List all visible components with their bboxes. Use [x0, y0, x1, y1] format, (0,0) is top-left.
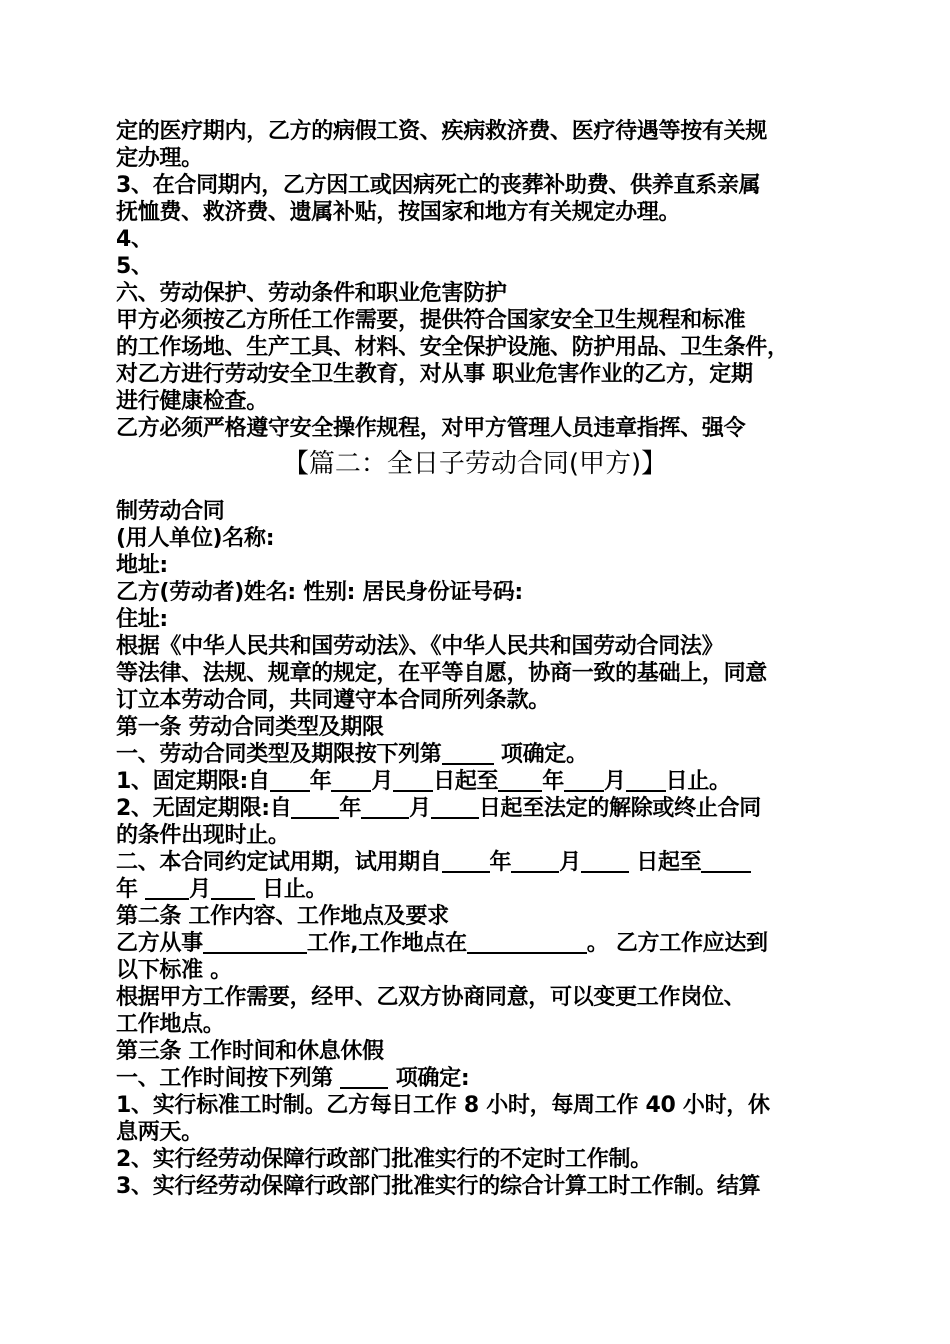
text-line: 1、实行标准工时制。乙方每日工作 8 小时，每周工作 40 小时，休	[116, 1093, 770, 1118]
text-line: 定的医疗期内，乙方的病假工资、疾病救济费、医疗待遇等按有关规	[116, 119, 768, 144]
blank-field	[564, 768, 604, 792]
text-line: 制劳动合同	[116, 499, 225, 524]
blank-field	[211, 876, 255, 900]
text-line: 工作地点。	[116, 1012, 225, 1037]
blank-field	[203, 930, 307, 954]
blank-field	[442, 741, 494, 765]
text-line: 订立本劳动合同，共同遵守本合同所列条款。	[116, 688, 551, 713]
text-line: 4、	[116, 227, 153, 252]
blank-field	[361, 795, 409, 819]
blank-field	[340, 1065, 388, 1089]
text-line: 抚恤费、救济费、遗属补贴，按国家和地方有关规定办理。	[116, 200, 681, 225]
section-heading: 六、劳动保护、劳动条件和职业危害防护	[116, 281, 507, 306]
text-line: 对乙方进行劳动安全卫生教育，对从事 职业危害作业的乙方，定期	[116, 362, 753, 387]
text-line: 息两天。	[116, 1120, 203, 1145]
text-line: 进行健康检查。	[116, 389, 268, 414]
text-line: 乙方必须严格遵守安全操作规程，对甲方管理人员违章指挥、强令	[116, 416, 746, 441]
text-line: 乙方从事 工作,工作地点在 。 乙方工作应达到	[116, 931, 768, 956]
blank-field	[467, 930, 587, 954]
blank-field	[511, 849, 559, 873]
text-line: 甲方必须按乙方所任工作需要，提供符合国家安全卫生规程和标准	[116, 308, 746, 333]
text-line: 年 月 日止。	[116, 877, 328, 902]
blank-field	[291, 795, 339, 819]
text-line: 乙方(劳动者)姓名: 性别: 居民身份证号码:	[116, 580, 523, 605]
section-title: 【篇二：全日子劳动合同(甲方)】	[282, 449, 668, 479]
text-line: 一、工作时间按下列第 项确定:	[116, 1066, 470, 1091]
blank-field	[498, 768, 542, 792]
text-line: 的条件出现时止。	[116, 823, 290, 848]
text-line: 1、固定期限:自 年 月 日起至 年 月 日止。	[116, 769, 731, 794]
text-line: 的工作场地、生产工具、材料、安全保护设施、防护用品、卫生条件，	[116, 335, 789, 360]
text-line: 二、本合同约定试用期，试用期自 年 月 日起至	[116, 849, 846, 876]
text-line: 2、无固定期限:自 年 月 日起至法定的解除或终止合同	[116, 796, 761, 821]
text-line: 3、在合同期内，乙方因工或因病死亡的丧葬补助费、供养直系亲属	[116, 173, 761, 198]
text-line: 3、实行经劳动保障行政部门批准实行的综合计算工时工作制。结算	[116, 1174, 761, 1199]
text-line: 根据《中华人民共和国劳动法》、《中华人民共和国劳动合同法》	[116, 634, 724, 659]
blank-field	[626, 768, 666, 792]
text-line: (用人单位)名称:	[116, 526, 275, 551]
blank-field	[442, 849, 490, 873]
text-line: 5、	[116, 254, 153, 279]
blank-field	[145, 876, 189, 900]
text-line: 一、劳动合同类型及期限按下列第 项确定。	[116, 742, 588, 767]
blank-field	[581, 849, 629, 873]
text-line: 2、实行经劳动保障行政部门批准实行的不定时工作制。	[116, 1147, 652, 1172]
blank-field	[431, 795, 479, 819]
text-line: 定办理。	[116, 146, 203, 171]
article-heading: 第三条 工作时间和休息休假	[116, 1039, 384, 1064]
blank-field	[393, 768, 433, 792]
article-heading: 第二条 工作内容、工作地点及要求	[116, 904, 449, 929]
text-line: 地址:	[116, 553, 168, 578]
blank-field	[331, 768, 371, 792]
text-line: 住址:	[116, 607, 168, 632]
text-line: 根据甲方工作需要，经甲、乙双方协商同意，可以变更工作岗位、	[116, 985, 746, 1010]
blank-field	[270, 768, 310, 792]
blank-field	[701, 849, 751, 873]
article-heading: 第一条 劳动合同类型及期限	[116, 715, 384, 740]
text-line: 等法律、法规、规章的规定，在平等自愿，协商一致的基础上，同意	[116, 661, 768, 686]
text-line: 以下标准 。	[116, 958, 232, 983]
